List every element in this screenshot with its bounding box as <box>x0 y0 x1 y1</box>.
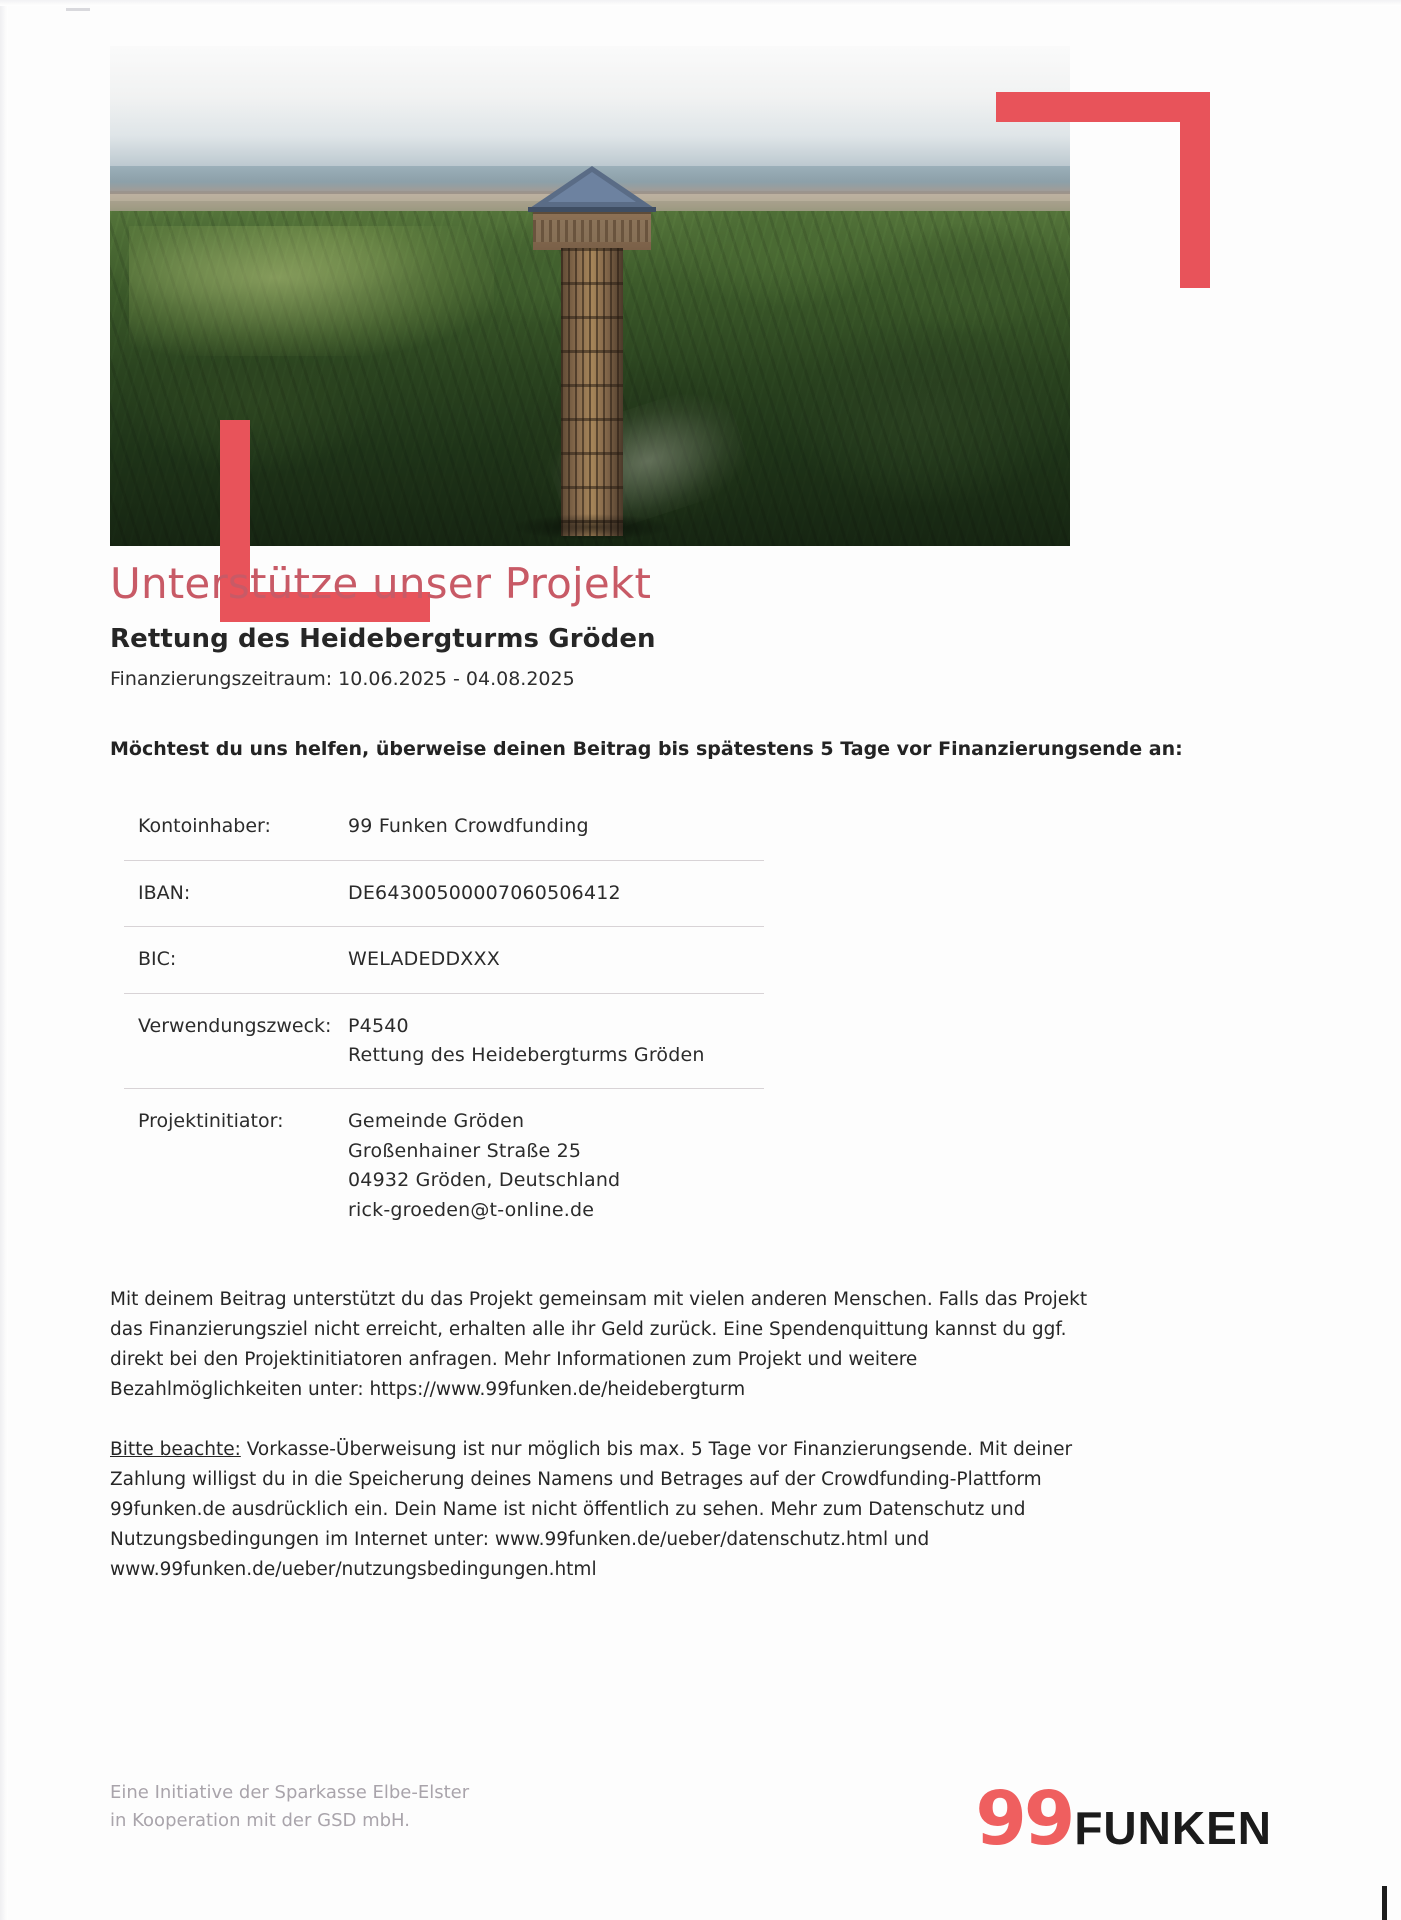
bank-detail-row <box>124 794 764 860</box>
bank-detail-value-line: Rettung des Heidebergturms Gröden <box>348 1044 705 1067</box>
bank-detail-value <box>348 794 764 860</box>
bank-detail-label: Projektinitiator: <box>124 1089 348 1243</box>
bank-detail-value-line: 99 Funken Crowdfunding <box>348 815 589 838</box>
funding-period: Finanzierungszeitraum: 10.06.2025 - 04.08.2025 <box>110 668 575 691</box>
bank-detail-value-line: WELADEDDXXX <box>348 948 500 971</box>
observation-tower <box>537 166 647 536</box>
notice-body-text: Vorkasse-Überweisung ist nur möglich bis max. 5 Tage vor Finanzierungsende. Mit deiner Zahlung willigst du in die Speicherung deines Namens und Betrages auf der Crowdfunding-Plattform 99funken.de ausdrücklich ein. Dein Name ist nicht öffentlich zu sehen. Mehr zum Datenschutz und Nutzungsbedingungen im Internet unter: www.99funken.de/ueber/datenschutz.html und www.99funken.de/ueber/nutzungsbedingungen.html <box>110 1439 1073 1580</box>
scan-edge-top <box>0 0 1401 6</box>
transfer-instruction: Möchtest du uns helfen, überweise deinen Beitrag bis spätestens 5 Tage vor Finanzierungsende an: <box>110 738 1183 761</box>
bank-detail-value-line: rick-groeden@t-online.de <box>348 1198 595 1221</box>
bank-detail-value-line: DE64300500007060506412 <box>348 881 621 904</box>
sunlit-trees-highlight <box>129 226 494 356</box>
scan-edge-left <box>0 0 8 1920</box>
bank-detail-label: Verwendungszweck: <box>124 993 348 1089</box>
bank-detail-label: BIC: <box>124 927 348 993</box>
scan-artifact-bottom-right <box>1382 1886 1387 1920</box>
tower-ground-shadow <box>512 514 672 540</box>
bank-detail-value-line: Gemeinde Gröden <box>348 1110 525 1133</box>
hero-section <box>110 46 1070 546</box>
scan-artifact-top-left <box>66 8 90 11</box>
document-body <box>110 560 1290 1603</box>
bank-detail-value <box>348 1089 764 1243</box>
page-title: Unterstütze unser Projekt <box>110 559 652 608</box>
bank-detail-value-line: Großenhainer Straße 25 <box>348 1139 582 1162</box>
project-name: Rettung des Heidebergturms Gröden <box>110 624 656 655</box>
info-paragraph: Mit deinem Beitrag unterstützt du das Projekt gemeinsam mit vielen anderen Menschen. Falls das Projekt das Finanzierungsziel nicht erreicht, erhalten alle ihr Geld zurück. Eine Spendenquittung kannst du ggf. direkt bei den Projektinitiatoren anfragen. Mehr Informationen zum Projekt und weitere Bezahlmöglichkeiten unter: https://www.99funken.de/heidebergturm <box>110 1289 1088 1401</box>
bank-detail-label: IBAN: <box>124 860 348 926</box>
bank-detail-row <box>124 993 764 1089</box>
tower-viewing-platform <box>533 212 651 250</box>
bank-detail-value <box>348 993 764 1089</box>
bank-detail-label: Kontoinhaber: <box>138 815 271 838</box>
initiative-note-line-1: Eine Initiative der Sparkasse Elbe-Elster <box>110 1781 470 1803</box>
initiative-note-line-2: in Kooperation mit der GSD mbH. <box>110 1809 410 1831</box>
bank-details-table <box>124 794 764 1243</box>
bank-details-body <box>124 794 764 1243</box>
page-footer <box>110 1768 1290 1862</box>
bank-detail-value-line: 04932 Gröden, Deutschland <box>348 1169 621 1192</box>
tower-roof-highlight <box>548 172 636 202</box>
bank-detail-row <box>124 927 764 993</box>
bank-detail-row <box>124 860 764 926</box>
logo-wordmark-funken: FUNKEN <box>1074 1802 1272 1854</box>
notice-lead-label: Bitte beachte: <box>110 1439 241 1461</box>
initiative-note <box>110 1779 469 1835</box>
tower-shaft <box>561 248 623 536</box>
tower-shaft-floor-lines <box>561 248 623 536</box>
bank-detail-value-line: P4540 <box>348 1014 409 1037</box>
bank-detail-value <box>348 860 764 926</box>
notice-paragraph <box>110 1435 1110 1585</box>
tower-platform-railing <box>533 220 651 242</box>
99funken-logo <box>975 1776 1272 1862</box>
bank-detail-value <box>348 927 764 993</box>
bank-detail-row <box>124 1089 764 1243</box>
red-corner-bracket-top-right <box>996 92 1210 288</box>
logo-mark-99: 99 <box>975 1776 1073 1862</box>
